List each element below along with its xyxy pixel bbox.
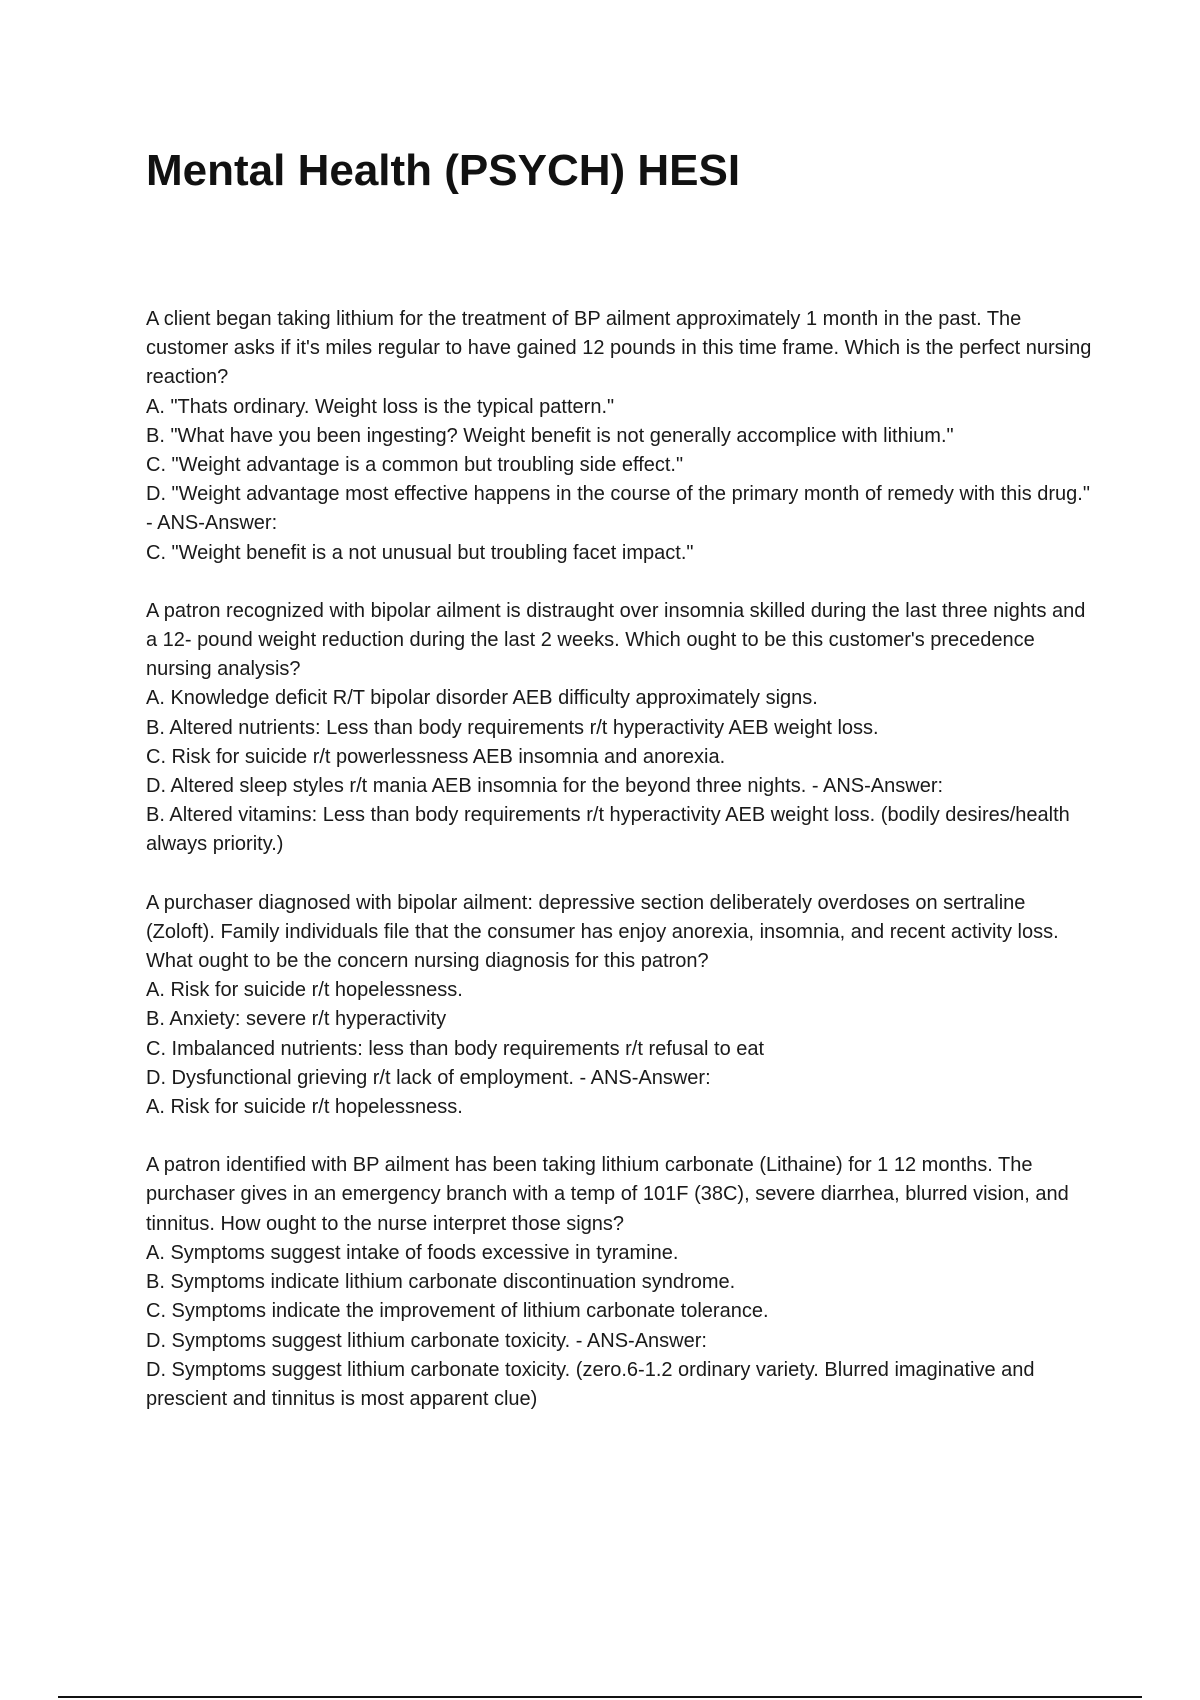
question-block-2 bbox=[146, 597, 1096, 860]
correct-answer: D. Symptoms suggest lithium carbonate toxicity. (zero.6-1.2 ordinary variety. Blurred imaginative and prescient and tinnitus is most apparent clue) bbox=[146, 1358, 1035, 1410]
answer-option: C. Risk for suicide r/t powerlessness AEB insomnia and anorexia. bbox=[146, 745, 726, 768]
answer-option: C. "Weight advantage is a common but troubling side effect." bbox=[146, 454, 684, 477]
question-stem: A client began taking lithium for the treatment of BP ailment approximately 1 month in the past. The customer asks if it's miles regular to have gained 12 pounds in this time frame. Which is the perfect nursing reaction? bbox=[146, 308, 1092, 389]
question-stem: A patron identified with BP ailment has been taking lithium carbonate (Lithaine) for 1 12 months. The purchaser gives in an emergency branch with a temp of 101F (38C), severe diarrhea, blurred vision, and tinnitus. How ought to the nurse interpret those signs? bbox=[146, 1154, 1069, 1235]
answer-option: B. Altered nutrients: Less than body requirements r/t hyperactivity AEB weight loss. bbox=[146, 716, 879, 739]
answer-option: B. "What have you been ingesting? Weight benefit is not generally accomplice with lithium." bbox=[146, 424, 954, 447]
correct-answer: B. Altered vitamins: Less than body requirements r/t hyperactivity AEB weight loss. (bodily desires/health always priority.) bbox=[146, 804, 1070, 856]
answer-option: D. Symptoms suggest lithium carbonate toxicity. - ANS-Answer: bbox=[146, 1329, 707, 1352]
page-title: Mental Health (PSYCH) HESI bbox=[146, 146, 741, 195]
answer-option: B. Symptoms indicate lithium carbonate discontinuation syndrome. bbox=[146, 1271, 736, 1294]
question-stem: A purchaser diagnosed with bipolar ailment: depressive section deliberately overdoses on sertraline (Zoloft). Family individuals file that the consumer has enjoy anorexia, insomnia, and recent activity loss. What ought to be the concern nursing diagnosis for this patron? bbox=[146, 891, 1059, 973]
question-block-3 bbox=[146, 889, 1096, 1123]
answer-option: C. Imbalanced nutrients: less than body requirements r/t refusal to eat bbox=[146, 1037, 765, 1060]
question-list bbox=[146, 305, 1096, 1443]
answer-option: D. "Weight advantage most effective happens in the course of the primary month of remedy with this drug." - ANS-Answer: bbox=[146, 483, 1090, 535]
question-block-1 bbox=[146, 305, 1096, 568]
answer-option: A. Risk for suicide r/t hopelessness. bbox=[146, 979, 463, 1002]
answer-option: A. Knowledge deficit R/T bipolar disorder AEB difficulty approximately signs. bbox=[146, 687, 818, 710]
answer-option: D. Dysfunctional grieving r/t lack of employment. - ANS-Answer: bbox=[146, 1066, 711, 1089]
question-stem: A patron recognized with bipolar ailment is distraught over insomnia skilled during the last three nights and a 12- pound weight reduction during the last 2 weeks. Which ought to be this customer's precedence nursing analysis? bbox=[146, 599, 1086, 681]
correct-answer: C. "Weight benefit is a not unusual but troubling facet impact." bbox=[146, 541, 694, 564]
answer-option: A. "Thats ordinary. Weight loss is the typical pattern." bbox=[146, 395, 615, 418]
answer-option: D. Altered sleep styles r/t mania AEB insomnia for the beyond three nights. - ANS-Answer: bbox=[146, 775, 944, 798]
answer-option: B. Anxiety: severe r/t hyperactivity bbox=[146, 1008, 447, 1031]
answer-option: A. Symptoms suggest intake of foods excessive in tyramine. bbox=[146, 1241, 679, 1264]
footer-divider bbox=[58, 1696, 1142, 1698]
answer-option: C. Symptoms indicate the improvement of lithium carbonate tolerance. bbox=[146, 1300, 769, 1323]
question-block-4 bbox=[146, 1151, 1096, 1414]
correct-answer: A. Risk for suicide r/t hopelessness. bbox=[146, 1096, 463, 1119]
